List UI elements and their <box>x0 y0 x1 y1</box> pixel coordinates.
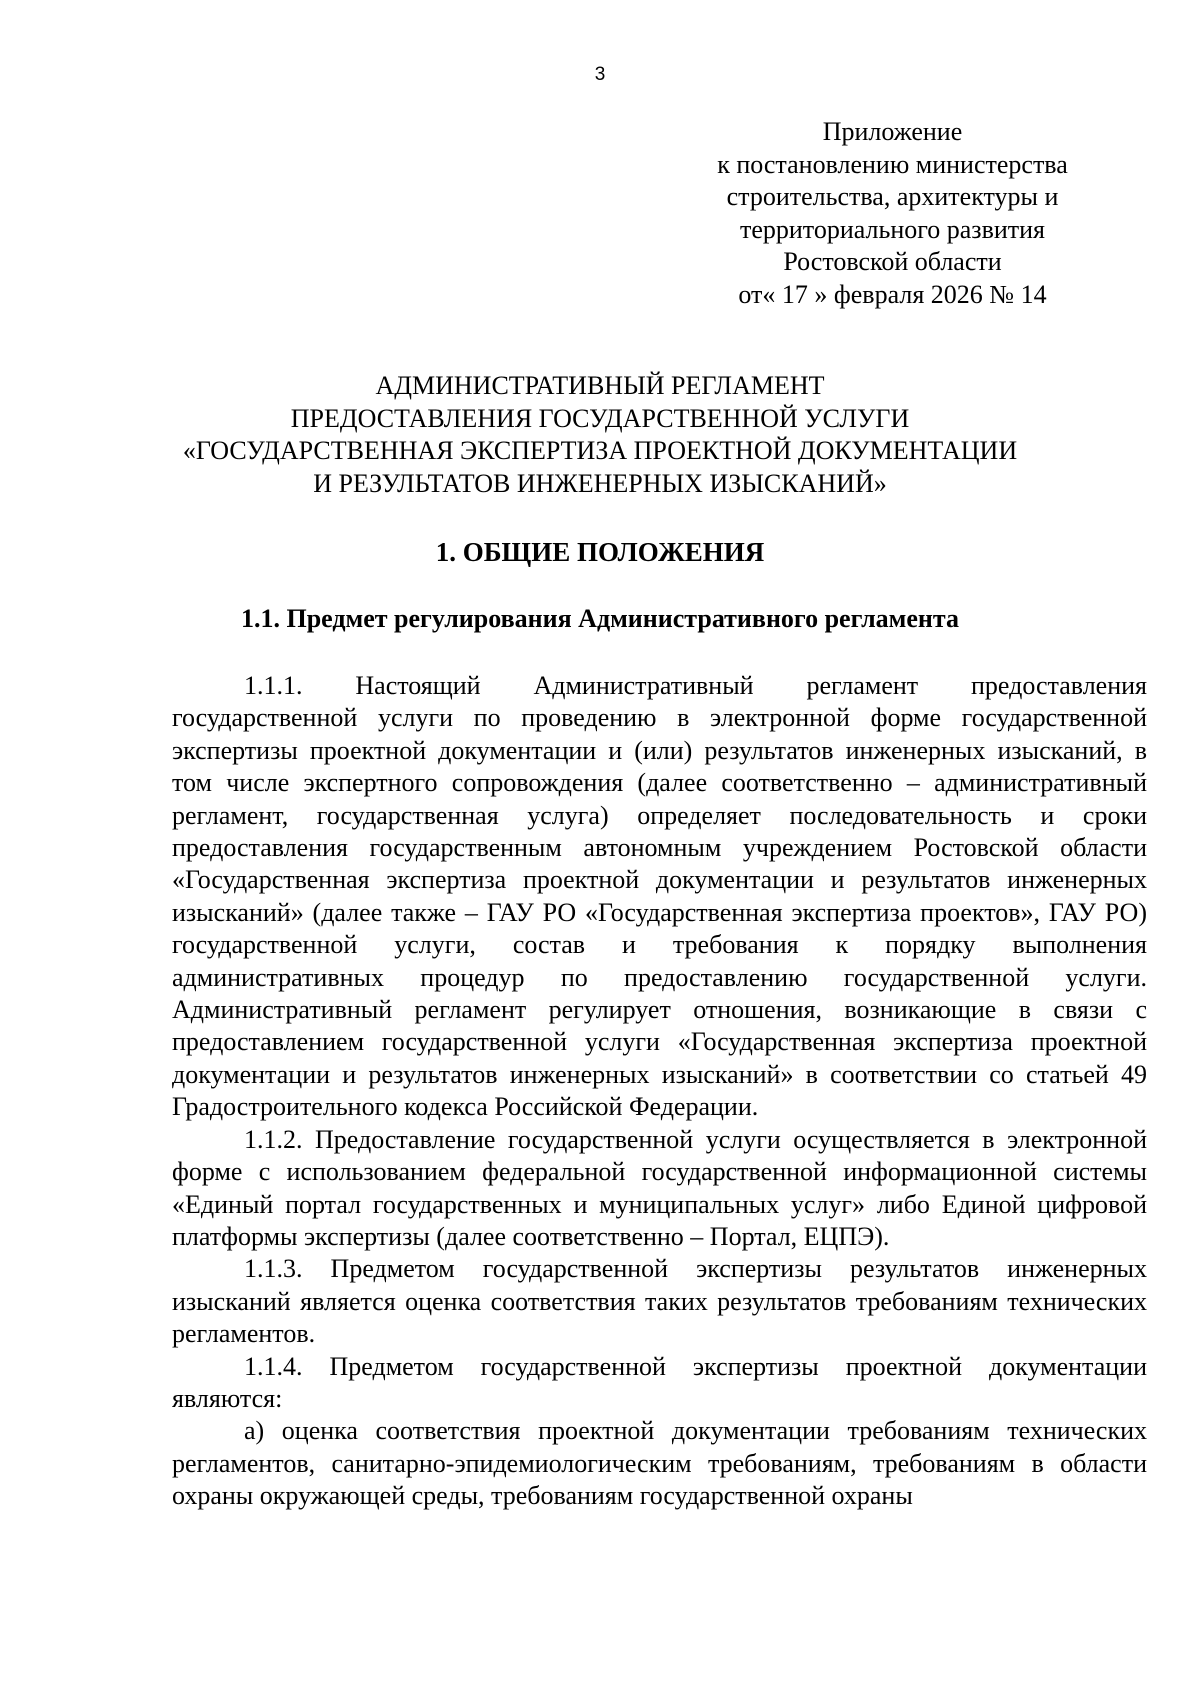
paragraph-1-1-2: 1.1.2. Предоставление государственной услуги осуществляется в электронной форме с использованием федеральной государственной информационной системы «Единый портал государственных и муниципальных услуг» либо Единой цифровой платформы экспертизы (далее соответственно – Портал, ЕЦПЭ). <box>172 1124 1147 1251</box>
body-text <box>172 670 1147 1513</box>
paragraph-1-1-4-a: а) оценка соответствия проектной документации требованиям технических регламентов, санитарно-эпидемиологическим требованиям, требованиям в области охраны окружающей среды, требованиям государственной охраны <box>172 1416 1147 1511</box>
appendix-block <box>660 116 1125 311</box>
document-title <box>0 370 1200 500</box>
appendix-line: к постановлению министерства <box>717 149 1068 179</box>
title-line: «ГОСУДАРСТВЕННАЯ ЭКСПЕРТИЗА ПРОЕКТНОЙ ДОКУМЕНТАЦИИ <box>182 436 1018 465</box>
paragraph-1-1-4: 1.1.4. Предметом государственной экспертизы проектной документации являются: <box>172 1351 1147 1413</box>
paragraph-1-1-1: 1.1.1. Настоящий Административный регламент предоставления государственной услуги по проведению в электронной форме государственной экспертизы проектной документации и (или) результатов инженерных изысканий, в том числе экспертного сопровождения (далее соответственно – административный регламент, государственная услуга) определяет последовательность и сроки предоставления государственным автономным учреждением Ростовской области «Государственная экспертиза проектной документации и результатов инженерных изысканий» (далее также – ГАУ РО «Государственная экспертиза проектов», ГАУ РО) государственной услуги, состав и требования к порядку выполнения административных процедур по предоставлению государственной услуги. Административный регламент регулирует отношения, возникающие в связи с предоставлением государственной услуги «Государственная экспертиза проектной документации и результатов инженерных изысканий» в соответствии со статьей 49 Градостроительного кодекса Российской Федерации. <box>172 671 1147 1122</box>
subsection-heading: 1.1. Предмет регулирования Административного регламента <box>241 604 959 633</box>
title-line: И РЕЗУЛЬТАТОВ ИНЖЕНЕРНЫХ ИЗЫСКАНИЙ» <box>313 468 887 498</box>
section-heading: 1. ОБЩИЕ ПОЛОЖЕНИЯ <box>435 537 765 567</box>
title-line: АДМИНИСТРАТИВНЫЙ РЕГЛАМЕНТ <box>375 371 825 400</box>
appendix-line: Ростовской области <box>783 247 1002 276</box>
title-line: ПРЕДОСТАВЛЕНИЯ ГОСУДАРСТВЕННОЙ УСЛУГИ <box>290 403 910 433</box>
appendix-date-line: от« 17 » февраля 2026 № 14 <box>738 279 1047 309</box>
appendix-line: территориального развития <box>739 214 1046 244</box>
paragraph-1-1-3: 1.1.3. Предметом государственной экспертизы результатов инженерных изысканий является оценка соответствия таких результатов требованиям технических регламентов. <box>172 1254 1147 1349</box>
appendix-line: строительства, архитектуры и <box>726 182 1059 211</box>
appendix-line: Приложение <box>822 117 963 146</box>
page-number: 3 <box>594 64 606 85</box>
